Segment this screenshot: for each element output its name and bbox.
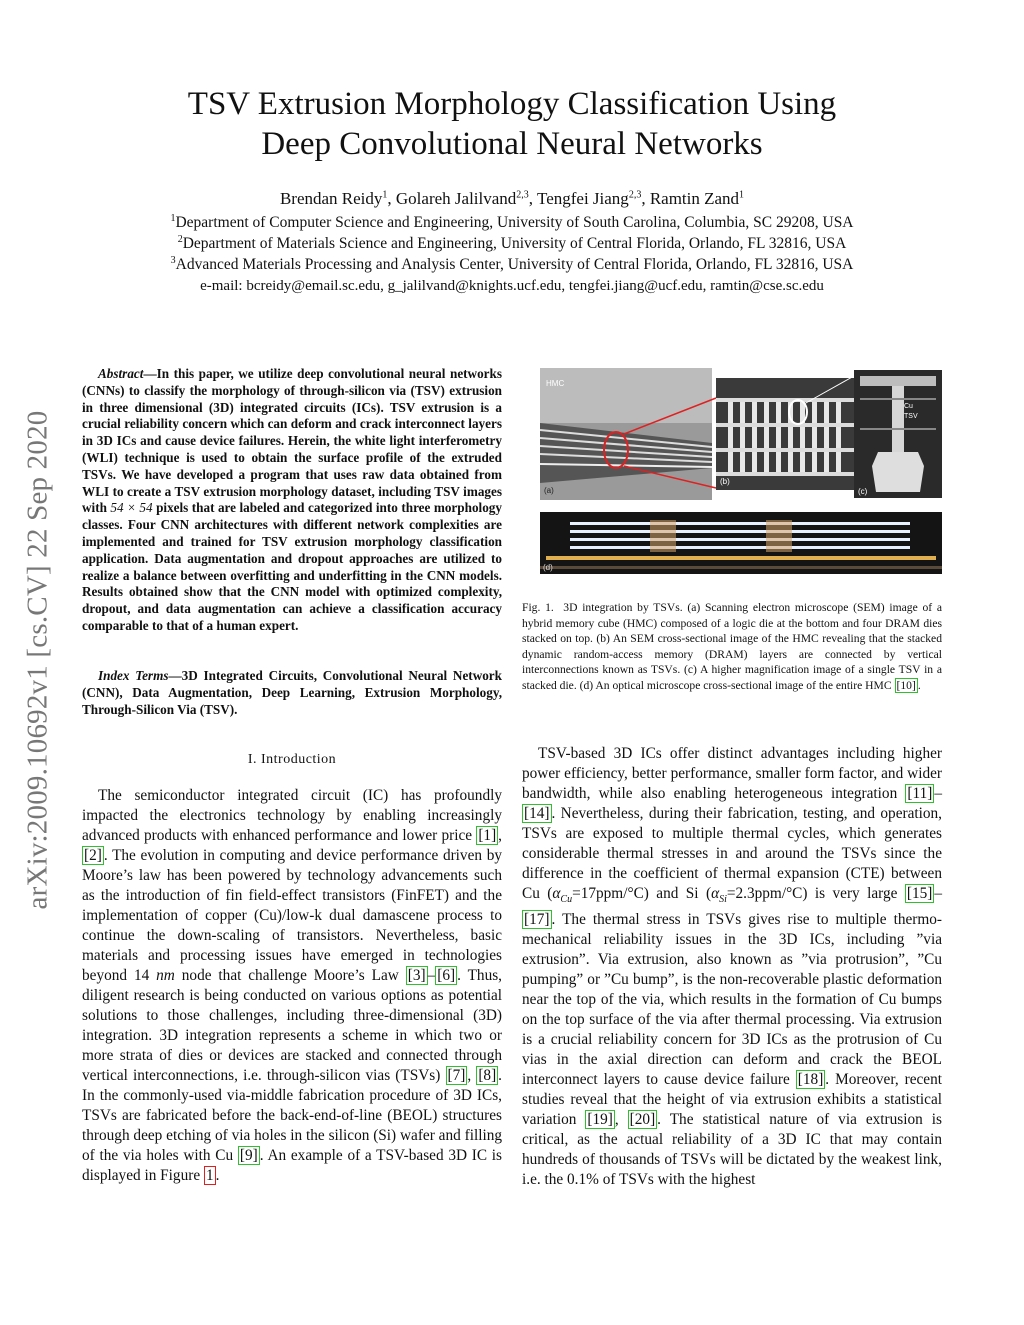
affiliation-mark: 2	[177, 233, 183, 245]
intro-right-column	[522, 744, 942, 1190]
affiliation-text: Department of Materials Science and Engineering, University of Central Florida, Orlando, FL 32816, USA	[182, 235, 847, 252]
index-terms	[82, 668, 502, 718]
author-name: Golareh Jalilvand	[395, 189, 517, 208]
citation-link[interactable]: [18]	[797, 1071, 824, 1089]
figure-link[interactable]: 1	[205, 1167, 214, 1184]
panel-c-label: (c)	[858, 487, 868, 496]
body-text: . In the commonly-used via-middle fabrication procedure of 3D ICs, TSVs are fabricated before the back-end-of-line (BEOL) structures through deep etching of via holes in the silicon (Si) wafer and filling of the via holes with Cu	[82, 1067, 502, 1164]
figure-1-image	[540, 368, 942, 500]
citation-link[interactable]: [20]	[629, 1111, 656, 1129]
body-text: . Thus, diligent research is being conducted on various options as potential solutions to those challenges, including three-dimensional (3D) integration. 3D integration represents a scheme in which two or more strata of dies or devices are stacked and connected through vertical interconnections, i.e. through-silicon vias (TSVs)	[82, 967, 503, 1084]
body-text: . The statistical nature of via extrusion is critical, as the actual reliability of a 3D IC that may contain hundreds of thousands of TSVs will be dictated by the weakest link, i.e. the 0.1% of TSVs with the highest	[522, 1111, 942, 1189]
abstract	[82, 366, 502, 635]
arxiv-side-label	[18, 340, 58, 980]
body-text: . The evolution in computing and device performance driven by Moore’s law has been powered by technology advancements such as the introduction of fin field-effect transistors (FinFET) and the implementation of copper (Cu)/low-k dual damascene process to continue the down-scaling of transistors. Nevertheless, basic materials and processing issues have emerged in technologies beyond 14	[82, 847, 502, 984]
body-text: .	[215, 1167, 220, 1184]
affiliation-mark: 1	[170, 212, 176, 224]
citation-link[interactable]: [6]	[437, 967, 456, 984]
citation-link[interactable]: [19]	[587, 1111, 613, 1129]
body-text: . Nevertheless, during their fabrication, testing, and operation, TSVs are exposed to multiple thermal cycles, which generates considerable thermal stresses in and around the TSVs since the difference in the coefficient of thermal expansion (CTE) between Cu (	[522, 805, 942, 902]
paper-title	[0, 84, 1024, 164]
affiliation-mark: 3	[170, 254, 176, 266]
body-text: –	[934, 785, 942, 802]
citation-link[interactable]: [3]	[407, 967, 426, 984]
tsv-label: TSV	[904, 413, 918, 420]
body-text: . Moreover, recent studies reveal that the height of via extrusion exhibits a statistical variation	[522, 1071, 942, 1129]
math-symbol: α	[711, 885, 720, 902]
title-line-2: Deep Convolutional Neural Networks	[261, 126, 763, 162]
affiliation-text: Department of Computer Science and Engineering, University of South Carolina, Columbia, SC 29208, USA	[175, 214, 854, 231]
math-subscript: Si	[719, 894, 727, 906]
citation-link[interactable]: [15]	[906, 885, 933, 902]
intro-paragraph	[522, 744, 942, 1190]
section-heading: I. Introduction	[247, 752, 337, 767]
citation-link[interactable]: [17]	[524, 911, 550, 929]
body-text: =2.3ppm/°C) is very large	[726, 885, 905, 902]
body-text: –	[934, 885, 942, 902]
citation-link[interactable]: [2]	[84, 847, 102, 864]
math-unit: nm	[156, 967, 175, 984]
body-text: . The thermal stress in TSVs gives rise to multiple thermo-mechanical reliability issues in the 3D ICs, including ”via extrusion”. Via extrusion, also known as ”via protrusion”, ”Cu pumping” or ”Cu bump”, is the non-recoverable plastic deformation near the top of the via, which results in the formation of Cu bumps on the top surface of the via after thermal processing. Via extrusion is a crucial reliability concern for 3D ICs as the protrusion of Cu vias in the axial direction can deform and crack the BEOL interconnect layers to cause device failure	[522, 911, 942, 1089]
panel-b-label: (b)	[720, 477, 730, 486]
affiliation-1	[0, 213, 1024, 233]
author-affil-mark: 1	[382, 189, 388, 201]
body-text: . An example of a TSV-based 3D IC is displayed in Figure	[82, 1147, 502, 1184]
body-text: The semiconductor integrated circuit (IC) has profoundly impacted the electronics technology by enabling increasingly advanced products with enhanced performance and lower price	[82, 787, 502, 844]
body-text: ,	[467, 1067, 477, 1084]
affiliation-3	[0, 255, 1024, 275]
author-affil-mark: 1	[739, 189, 745, 201]
affiliation-text: Advanced Materials Processing and Analysis Center, University of Central Florida, Orlando, FL 32816, USA	[175, 256, 854, 273]
author-affil-mark: 2,3	[516, 189, 529, 201]
body-text: ,	[498, 827, 502, 844]
body-text: node that challenge Moore’s Law	[174, 967, 406, 984]
abstract-text-2: pixels that are labeled and categorized into three morphology classes. Four CNN architectures with different network complexities are implemented and trained for TSV extrusion morphology classification application. Data augmentation and dropout approaches are utilized to realize a balance between overfitting and underfitting in the CNN models. Results obtained show that the CNN model with optimized complexity, dropout, and data augmentation can achieve a classification accuracy comparable to that of a human expert.	[82, 500, 502, 633]
author-name: Brendan Reidy	[279, 189, 383, 208]
panel-d-image	[540, 512, 942, 574]
citation-link[interactable]: [11]	[907, 785, 933, 802]
affiliation-2	[0, 234, 1024, 254]
author-affil-mark: 2,3	[628, 189, 642, 201]
intro-left-column	[82, 786, 502, 1186]
figure-1-top	[540, 368, 942, 500]
body-text: ,	[614, 1111, 628, 1129]
contact-emails: e-mail: bcreidy@email.sc.edu, g_jalilvand@knights.ucf.edu, tengfei.jiang@ucf.edu, ramtin@cse.sc.edu	[200, 278, 824, 294]
citation-link[interactable]: [14]	[524, 805, 550, 822]
index-terms-label: Index Terms	[98, 668, 169, 683]
abstract-label: Abstract	[98, 366, 144, 381]
abstract-math: 54 × 54	[110, 500, 153, 516]
panel-a-label: (a)	[544, 486, 554, 495]
panel-a-sky	[540, 368, 712, 423]
body-text: TSV-based 3D ICs offer distinct advantages including higher power efficiency, better performance, smaller form factor, and wider bandwidth, while also enabling heterogeneous integration	[522, 745, 942, 802]
citation-link[interactable]: [10]	[896, 678, 916, 692]
cu-label: Cu	[904, 403, 913, 410]
intro-paragraph	[82, 786, 502, 1186]
caption-label: Fig. 1.	[522, 601, 554, 614]
caption-text: 3D integration by TSVs. (a) Scanning electron microscope (SEM) image of a hybrid memory cube (HMC) composed of a logic die at the bottom and four DRAM dies stacked on top. (b) An SEM cross-sectional image of the HMC revealing that the stacked dynamic random-access memory (DRAM) layers are connected by vertical interconnections known as TSVs. (c) A higher magnification image of a single TSV in a stacked die. (d) An optical microscope cross-sectional image of the entire HMC	[522, 601, 942, 692]
title-line-1: TSV Extrusion Morphology Classification Using	[187, 86, 837, 122]
author-list: Brendan Reidy$^1$, Golareh Jalilvand$^{2,3}$, Tengfei Jiang$^{2,3}$, Ramtin Zand$^1$	[279, 189, 745, 208]
arxiv-id-text: arXiv:2009.10692v1 [cs.CV] 22 Sep 2020	[21, 410, 54, 910]
citation-link[interactable]: [8]	[478, 1067, 497, 1084]
citation-link[interactable]: [9]	[239, 1147, 258, 1164]
author-name: Tengfei Jiang	[537, 189, 629, 208]
caption-end: .	[917, 678, 921, 692]
math-symbol: α	[552, 885, 561, 902]
figure-caption	[522, 600, 942, 694]
math-subscript: Cu	[560, 894, 573, 906]
panel-d-label: (d)	[543, 563, 553, 572]
citation-link[interactable]: [7]	[447, 1067, 466, 1084]
body-text: =17ppm/°C) and Si (	[572, 885, 712, 902]
author-name: Ramtin Zand	[649, 189, 740, 208]
body-text: –	[427, 967, 436, 984]
figure-1-bottom	[540, 512, 942, 574]
abstract-text-1: —In this paper, we utilize deep convolutional neural networks (CNNs) to classify the morphology of through-silicon via (TSV) extrusion in three dimensional (3D) integrated circuits (ICs). TSV extrusion is a crucial reliability concern which can deform and crack interconnect layers in 3D ICs and cause device failures. Herein, the white light interferometry (WLI) technique is used to obtain the surface profile of the extruded TSVs. We have developed a program that uses raw data obtained from WLI to create a TSV extrusion morphology dataset, including TSV images with	[82, 366, 502, 516]
index-terms-text: —3D Integrated Circuits, Convolutional Neural Network (CNN), Data Augmentation, Deep Learning, Extrusion Morphology, Through-Silicon Via (TSV).	[82, 668, 502, 717]
citation-link[interactable]: [1]	[478, 827, 497, 844]
hmc-label: HMC	[546, 379, 565, 388]
